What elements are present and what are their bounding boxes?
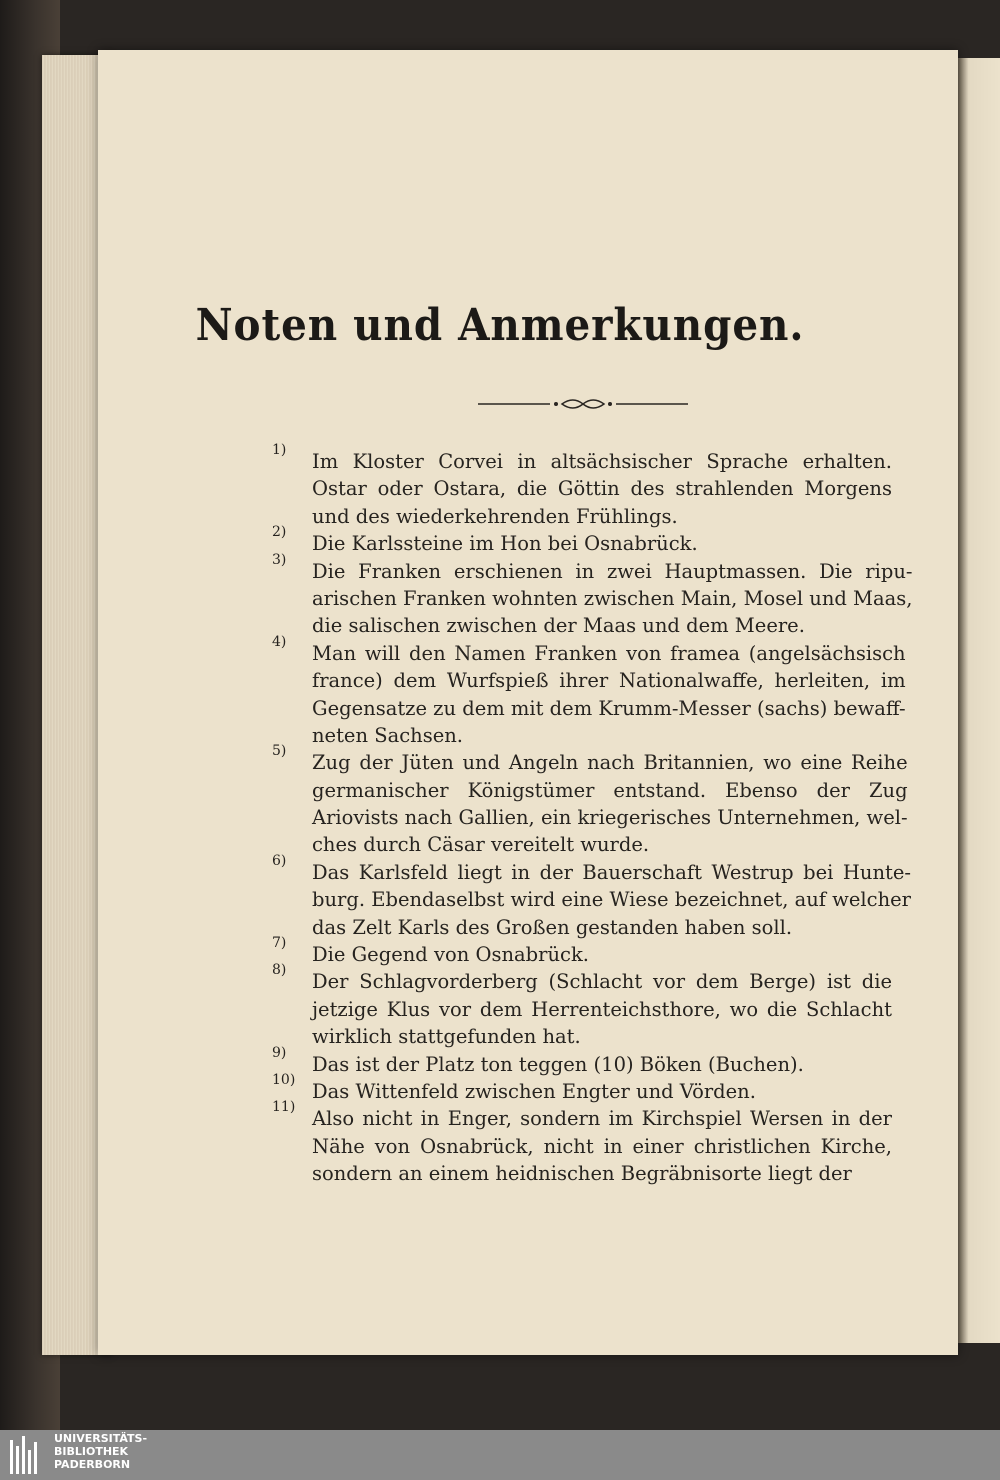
footnote-text [312,530,892,557]
footnote-line: Im Kloster Corvei in altsächsischer Sprache erhalten. [312,450,892,473]
footnote-item [272,1099,892,1187]
footnote-text [312,640,906,750]
footnote-line: wirklich stattgefunden hat. [312,1025,581,1049]
logo-line-1: UNIVERSITÄTS- [54,1432,148,1445]
footnote-number: 3) [272,551,287,568]
footnote-text [312,941,892,968]
footnote-line: Ariovists nach Gallien, ein kriegerisches Unternehmen, wel- [312,806,908,830]
footnote-line: Zug der Jüten und Angeln nach Britannien, wo eine Reihe [312,751,908,775]
footnote-item [272,1044,892,1078]
footnote-number: 5) [272,743,287,760]
footnote-line: sondern an einem heidnischen Begräbnisorte liegt der [312,1162,852,1186]
footnote-line: france) dem Wurfspieß ihrer Nationalwaffe, herleiten, im [312,669,906,693]
footnote-text [312,1105,892,1187]
footnote-number: 11) [272,1099,296,1116]
footnote-line: Das Karlsfeld liegt in der Bauerschaft Westrup bei Hunte- [312,860,911,884]
page-title: Noten und Anmerkungen. [195,300,805,351]
footnote-item [272,442,892,530]
footnote-line: Das ist der Platz ton teggen (10) Böken (Buchen). [312,1052,804,1076]
footnote-number: 4) [272,633,287,650]
footnote-item [272,743,908,859]
footnote-line: neten Sachsen. [312,723,464,747]
footnote-line: Der Schlagvorderberg (Schlacht vor dem Berge) ist die [312,970,892,994]
footnote-text [312,448,892,530]
footnote-text [312,749,908,859]
footnote-number: 1) [272,442,287,458]
footnote-line: Ostar oder Ostara, die Göttin des strahlenden Morgens [312,477,892,501]
footnote-number: 9) [272,1044,287,1061]
footnote-line: die salischen zwischen der Maas und dem Meere. [312,614,805,638]
footnote-line: arischen Franken wohnten zwischen Main, Mosel und Maas, [312,586,913,610]
footnote-text [312,859,911,941]
footnote-line: und des wiederkehrenden Frühlings. [312,504,678,528]
footnote-item [272,551,913,640]
footnote-line: Das Wittenfeld zwischen Engter und Vörden. [312,1079,756,1103]
footnote-item [272,633,906,750]
footnote-number: 7) [272,935,287,952]
footnote-line: Die Franken erschienen in zwei Hauptmassen. Die ripu- [312,559,913,583]
footnote-text [312,968,892,1050]
footnote-line: germanischer Königstümer entstand. Ebenso der Zug [312,778,908,802]
library-logo-icon [8,1432,42,1478]
footnote-item [272,852,911,941]
footnote-text [312,558,912,640]
footnote-item [272,524,892,557]
divider-ornament [478,394,688,414]
footnote-line: Man will den Namen Franken von framea (angelsächsisch [312,641,906,665]
logo-line-2: BIBLIOTHEK [54,1445,129,1458]
footnote-line: burg. Ebendaselbst wird eine Wiese bezeichnet, auf welcher [312,888,911,912]
footnote-item [272,935,892,968]
facing-page-edge [958,58,1000,1343]
library-logo-text [54,1432,147,1471]
footnote-item [272,962,892,1050]
footnote-line: Die Gegend von Osnabrück. [312,943,589,967]
footnote-line: das Zelt Karls des Großen gestanden haben soll. [312,915,793,939]
footnote-line: Gegensatze zu dem mit dem Krumm-Messer (sachs) bewaff- [312,696,906,720]
footnote-line: ches durch Cäsar vereitelt wurde. [312,833,650,857]
footnote-number: 8) [272,962,287,979]
footnote-number: 2) [272,524,287,541]
footnote-number: 10) [272,1071,296,1088]
footnote-number: 6) [272,852,287,869]
footnote-text [312,1051,892,1078]
footnote-line: Also nicht in Enger, sondern im Kirchspiel Wersen in der [312,1107,892,1131]
footnote-line: Die Karlssteine im Hon bei Osnabrück. [312,532,698,556]
logo-line-3: PADERBORN [54,1458,131,1471]
footnote-item [272,1071,892,1105]
footer-bar [0,1430,1000,1480]
footnote-line: jetzige Klus vor dem Herrenteichsthore, wo die Schlacht [312,997,892,1021]
footnote-line: Nähe von Osnabrück, nicht in einer christlichen Kirche, [312,1134,892,1158]
footnotes-list [272,442,913,1188]
footnote-text [312,1078,892,1105]
